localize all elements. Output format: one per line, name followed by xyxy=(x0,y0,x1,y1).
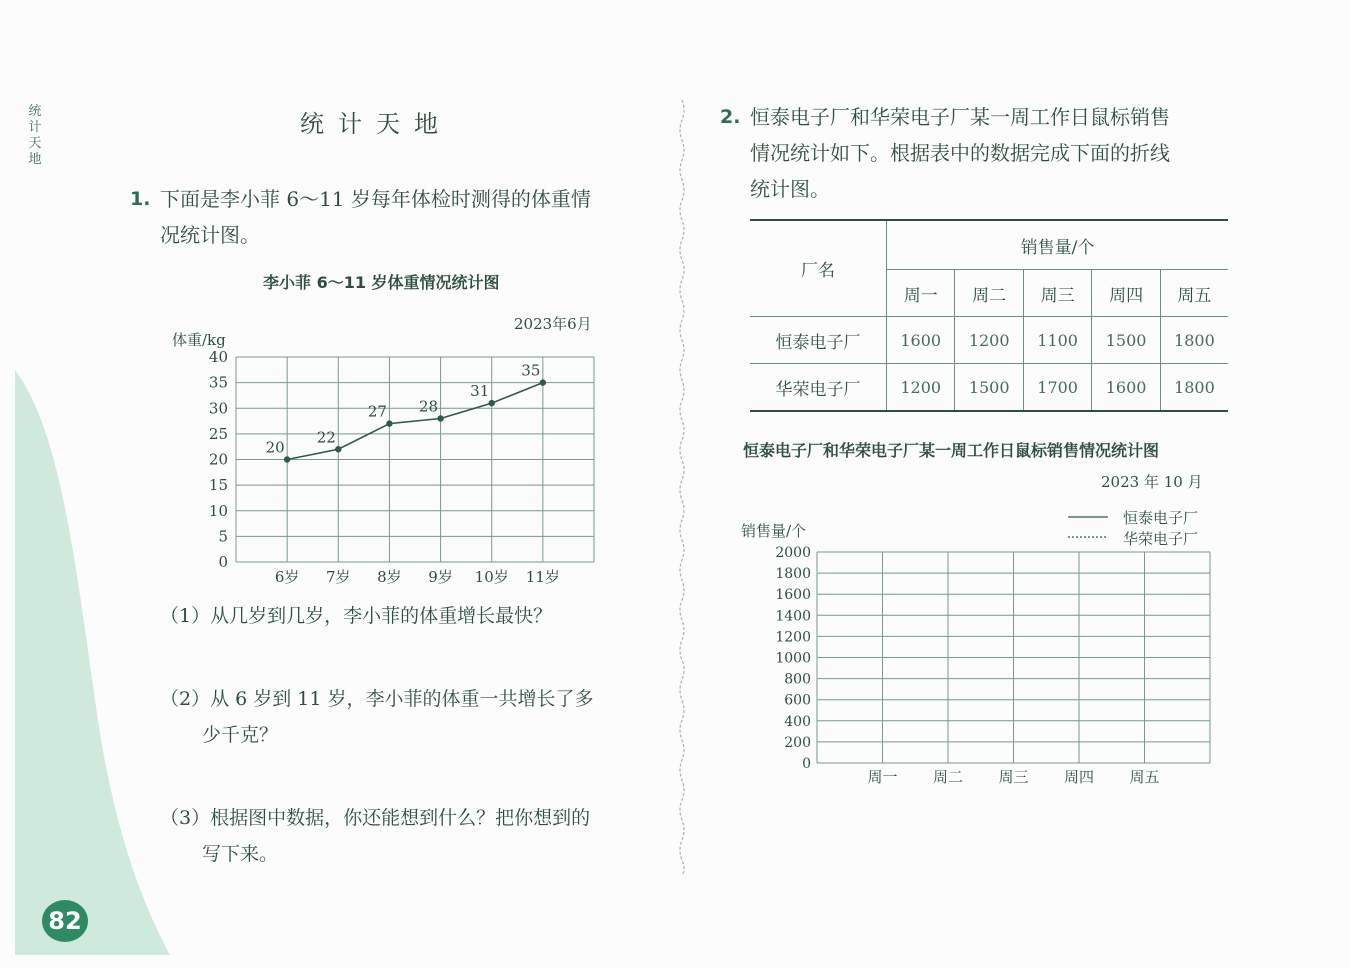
legend-label-huarong: 华荣电子厂 xyxy=(1123,530,1199,548)
sales-chart-title: 恒泰电子厂和华荣电子厂某一周工作日鼠标销售情况统计图 xyxy=(743,441,1160,460)
y-tick-label: 200 xyxy=(784,734,811,751)
question-2-text-line2: 情况统计如下。根据表中的数据完成下面的折线 xyxy=(750,141,1170,165)
y-tick-label: 5 xyxy=(218,527,228,546)
factory-name-cell: 华荣电子厂 xyxy=(750,364,887,412)
y-tick-label: 0 xyxy=(802,756,811,772)
y-tick-label: 20 xyxy=(208,450,228,469)
table-day-header: 周二 xyxy=(955,270,1023,317)
x-tick-label: 周一 xyxy=(867,768,898,786)
sub-question-2-line2: 少千克？ xyxy=(202,724,279,746)
question-2-text-line1: 恒泰电子厂和华荣电子厂某一周工作日鼠标销售 xyxy=(750,105,1170,129)
question-2-text-line3: 统计图。 xyxy=(750,177,830,201)
sales-chart-date: 2023 年 10 月 xyxy=(1101,473,1203,491)
weight-chart-title: 李小菲 6～11 岁体重情况统计图 xyxy=(263,273,500,292)
y-tick-label: 15 xyxy=(208,476,228,495)
sales-value-cell: 1200 xyxy=(955,317,1023,364)
sub-question-1: （1）从几岁到几岁，李小菲的体重增长最快？ xyxy=(160,605,553,627)
x-tick-label: 周二 xyxy=(932,768,964,786)
question-1-text-line1: 下面是李小菲 6～11 岁每年体检时测得的体重情 xyxy=(160,187,591,211)
question-1-text-line2: 况统计图。 xyxy=(160,223,260,247)
y-tick-label: 25 xyxy=(208,424,228,443)
sales-value-cell: 1800 xyxy=(1160,317,1228,364)
sales-chart-ylabel: 销售量/个 xyxy=(741,522,807,540)
y-tick-label: 1600 xyxy=(775,587,811,604)
x-tick-label: 7岁 xyxy=(326,568,351,586)
sales-value-cell: 1700 xyxy=(1023,364,1091,412)
sub-question-2-line1: （2）从 6 岁到 11 岁，李小菲的体重一共增长了多 xyxy=(160,688,594,710)
sales-value-cell: 1600 xyxy=(887,317,955,364)
y-tick-label: 35 xyxy=(208,373,228,392)
y-tick-label: 800 xyxy=(784,671,811,688)
y-tick-label: 40 xyxy=(208,348,228,366)
data-label: 28 xyxy=(419,397,439,416)
question-2-number: 2. xyxy=(720,106,741,128)
y-tick-label: 400 xyxy=(784,713,811,730)
y-tick-label: 1400 xyxy=(775,608,811,625)
factory-name-cell: 恒泰电子厂 xyxy=(750,317,887,364)
data-label: 27 xyxy=(367,402,387,421)
weight-chart-date: 2023年6月 xyxy=(514,315,592,333)
weight-chart-ylabel: 体重/kg xyxy=(172,331,226,349)
sales-value-cell: 1600 xyxy=(1092,364,1160,412)
table-corner-header: 厂名 xyxy=(750,220,887,317)
x-tick-label: 8岁 xyxy=(377,568,402,586)
y-tick-label: 0 xyxy=(218,553,228,571)
y-tick-label: 10 xyxy=(208,501,228,520)
sales-value-cell: 1100 xyxy=(1023,317,1091,364)
table-group-header: 销售量/个 xyxy=(887,220,1229,270)
table-day-header: 周五 xyxy=(1160,270,1228,317)
data-label: 22 xyxy=(316,428,336,447)
y-tick-label: 1200 xyxy=(775,629,811,646)
section-title: 统计天地 xyxy=(300,110,452,138)
data-label: 20 xyxy=(265,438,285,457)
legend-label-hengtai: 恒泰电子厂 xyxy=(1123,509,1199,527)
x-tick-label: 周四 xyxy=(1063,768,1095,786)
sales-value-cell: 1500 xyxy=(1092,317,1160,364)
table-day-header: 周一 xyxy=(887,270,955,317)
y-tick-label: 30 xyxy=(208,399,228,418)
page-number: 82 xyxy=(42,900,88,942)
x-tick-label: 6岁 xyxy=(274,568,300,586)
sub-question-3-line2: 写下来。 xyxy=(202,843,279,865)
data-label: 35 xyxy=(521,361,541,380)
sales-value-cell: 1200 xyxy=(887,364,955,412)
sales-value-cell: 1500 xyxy=(955,364,1023,412)
y-tick-label: 1800 xyxy=(775,566,811,583)
sales-value-cell: 1800 xyxy=(1160,364,1228,412)
y-tick-label: 2000 xyxy=(775,545,811,561)
sub-question-3-line1: （3）根据图中数据，你还能想到什么？把你想到的 xyxy=(160,807,591,829)
x-tick-label: 11岁 xyxy=(525,568,560,586)
data-label: 31 xyxy=(470,382,490,401)
table-day-header: 周四 xyxy=(1092,270,1160,317)
x-tick-label: 10岁 xyxy=(474,568,509,586)
x-tick-label: 周五 xyxy=(1129,768,1160,786)
y-tick-label: 1000 xyxy=(775,650,811,667)
x-tick-label: 9岁 xyxy=(428,568,453,586)
y-tick-label: 600 xyxy=(784,692,811,709)
side-chapter-label: 统计天地 xyxy=(28,104,42,167)
x-tick-label: 周三 xyxy=(998,768,1029,786)
question-1-number: 1. xyxy=(130,188,151,210)
table-day-header: 周三 xyxy=(1023,270,1091,317)
